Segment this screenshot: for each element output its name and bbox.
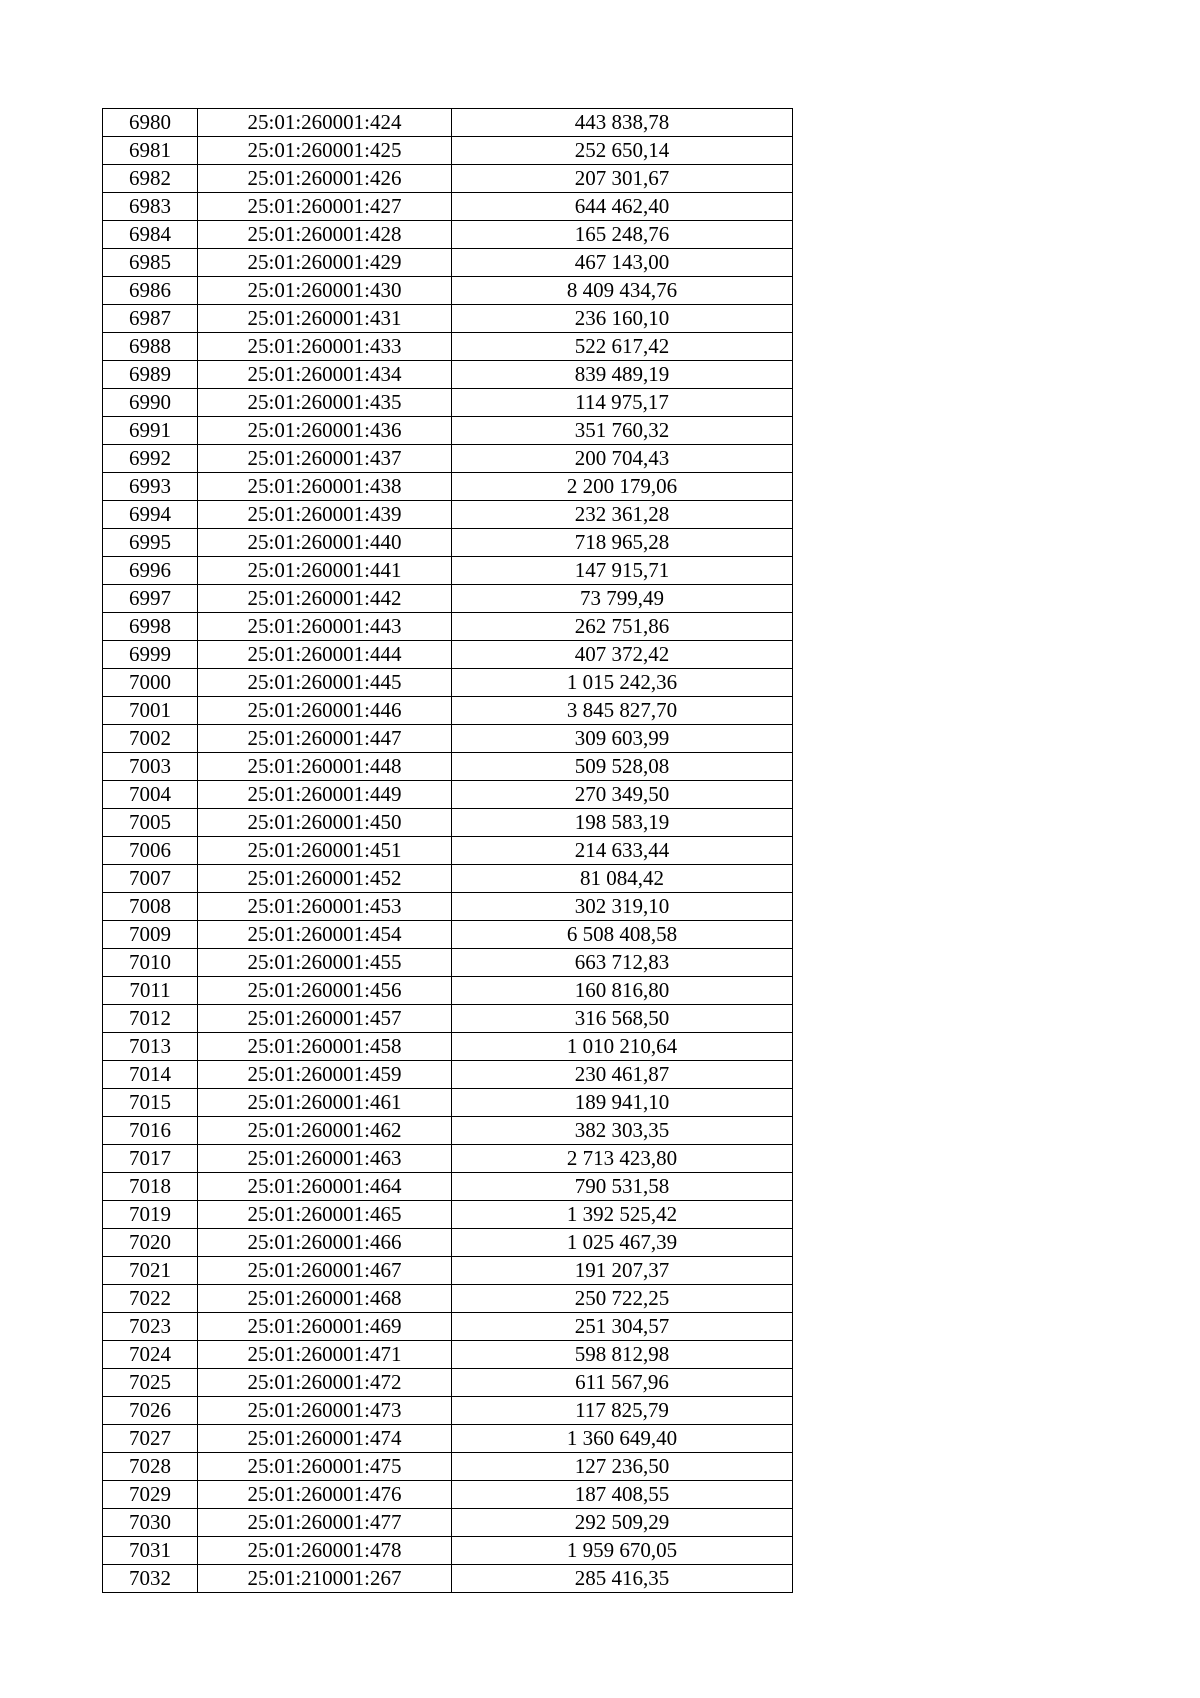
row-number-cell: 7028: [103, 1453, 198, 1481]
cadastral-value-cell: 598 812,98: [452, 1341, 793, 1369]
table-body: [103, 109, 793, 1593]
cadastral-number-cell: 25:01:260001:441: [198, 557, 452, 585]
row-number-cell: 6995: [103, 529, 198, 557]
cadastral-value-cell: 236 160,10: [452, 305, 793, 333]
table-row: [103, 1033, 793, 1061]
cadastral-value-cell: 1 360 649,40: [452, 1425, 793, 1453]
row-number-cell: 6997: [103, 585, 198, 613]
table-row: [103, 473, 793, 501]
cadastral-value-cell: 127 236,50: [452, 1453, 793, 1481]
cadastral-value-table: [102, 108, 793, 1593]
table-row: [103, 1313, 793, 1341]
row-number-cell: 7020: [103, 1229, 198, 1257]
table-row: [103, 1397, 793, 1425]
row-number-cell: 6992: [103, 445, 198, 473]
cadastral-value-cell: 407 372,42: [452, 641, 793, 669]
cadastral-number-cell: 25:01:260001:437: [198, 445, 452, 473]
table-row: [103, 585, 793, 613]
cadastral-number-cell: 25:01:260001:447: [198, 725, 452, 753]
table-row: [103, 109, 793, 137]
table-row: [103, 1565, 793, 1593]
cadastral-value-cell: 191 207,37: [452, 1257, 793, 1285]
table-row: [103, 221, 793, 249]
cadastral-number-cell: 25:01:260001:462: [198, 1117, 452, 1145]
cadastral-number-cell: 25:01:260001:429: [198, 249, 452, 277]
row-number-cell: 7031: [103, 1537, 198, 1565]
table-row: [103, 333, 793, 361]
row-number-cell: 7004: [103, 781, 198, 809]
table-row: [103, 865, 793, 893]
row-number-cell: 6981: [103, 137, 198, 165]
table-row: [103, 1089, 793, 1117]
table-row: [103, 1369, 793, 1397]
table-row: [103, 445, 793, 473]
cadastral-number-cell: 25:01:260001:425: [198, 137, 452, 165]
cadastral-value-cell: 611 567,96: [452, 1369, 793, 1397]
cadastral-value-cell: 187 408,55: [452, 1481, 793, 1509]
cadastral-value-cell: 3 845 827,70: [452, 697, 793, 725]
cadastral-value-cell: 443 838,78: [452, 109, 793, 137]
table-row: [103, 1229, 793, 1257]
cadastral-number-cell: 25:01:260001:442: [198, 585, 452, 613]
table-row: [103, 1453, 793, 1481]
row-number-cell: 7018: [103, 1173, 198, 1201]
cadastral-number-cell: 25:01:260001:424: [198, 109, 452, 137]
cadastral-number-cell: 25:01:260001:476: [198, 1481, 452, 1509]
table-row: [103, 641, 793, 669]
cadastral-number-cell: 25:01:260001:459: [198, 1061, 452, 1089]
cadastral-value-cell: 117 825,79: [452, 1397, 793, 1425]
row-number-cell: 7006: [103, 837, 198, 865]
table-row: [103, 1173, 793, 1201]
row-number-cell: 7001: [103, 697, 198, 725]
cadastral-value-cell: 644 462,40: [452, 193, 793, 221]
row-number-cell: 7019: [103, 1201, 198, 1229]
table-row: [103, 809, 793, 837]
cadastral-number-cell: 25:01:260001:451: [198, 837, 452, 865]
cadastral-number-cell: 25:01:260001:426: [198, 165, 452, 193]
row-number-cell: 7026: [103, 1397, 198, 1425]
row-number-cell: 7002: [103, 725, 198, 753]
table-row: [103, 697, 793, 725]
row-number-cell: 7010: [103, 949, 198, 977]
cadastral-number-cell: 25:01:260001:434: [198, 361, 452, 389]
cadastral-value-cell: 198 583,19: [452, 809, 793, 837]
cadastral-number-cell: 25:01:260001:448: [198, 753, 452, 781]
table-row: [103, 837, 793, 865]
table-row: [103, 725, 793, 753]
row-number-cell: 7017: [103, 1145, 198, 1173]
cadastral-value-cell: 207 301,67: [452, 165, 793, 193]
row-number-cell: 6994: [103, 501, 198, 529]
cadastral-value-cell: 522 617,42: [452, 333, 793, 361]
row-number-cell: 7022: [103, 1285, 198, 1313]
cadastral-number-cell: 25:01:260001:475: [198, 1453, 452, 1481]
table-row: [103, 137, 793, 165]
cadastral-value-cell: 663 712,83: [452, 949, 793, 977]
row-number-cell: 7007: [103, 865, 198, 893]
cadastral-value-cell: 214 633,44: [452, 837, 793, 865]
table-row: [103, 1145, 793, 1173]
cadastral-value-cell: 1 025 467,39: [452, 1229, 793, 1257]
cadastral-number-cell: 25:01:210001:267: [198, 1565, 452, 1593]
row-number-cell: 6999: [103, 641, 198, 669]
cadastral-value-cell: 230 461,87: [452, 1061, 793, 1089]
row-number-cell: 7023: [103, 1313, 198, 1341]
cadastral-number-cell: 25:01:260001:449: [198, 781, 452, 809]
row-number-cell: 7021: [103, 1257, 198, 1285]
cadastral-value-cell: 351 760,32: [452, 417, 793, 445]
cadastral-number-cell: 25:01:260001:474: [198, 1425, 452, 1453]
row-number-cell: 7013: [103, 1033, 198, 1061]
table-row: [103, 193, 793, 221]
table-row: [103, 529, 793, 557]
cadastral-value-cell: 6 508 408,58: [452, 921, 793, 949]
row-number-cell: 7032: [103, 1565, 198, 1593]
table-row: [103, 277, 793, 305]
cadastral-value-cell: 467 143,00: [452, 249, 793, 277]
cadastral-number-cell: 25:01:260001:473: [198, 1397, 452, 1425]
cadastral-value-cell: 302 319,10: [452, 893, 793, 921]
row-number-cell: 7029: [103, 1481, 198, 1509]
cadastral-number-cell: 25:01:260001:431: [198, 305, 452, 333]
table-row: [103, 1285, 793, 1313]
cadastral-number-cell: 25:01:260001:457: [198, 1005, 452, 1033]
cadastral-value-cell: 114 975,17: [452, 389, 793, 417]
row-number-cell: 6985: [103, 249, 198, 277]
row-number-cell: 6980: [103, 109, 198, 137]
table-row: [103, 921, 793, 949]
row-number-cell: 7030: [103, 1509, 198, 1537]
row-number-cell: 7003: [103, 753, 198, 781]
cadastral-value-cell: 251 304,57: [452, 1313, 793, 1341]
cadastral-number-cell: 25:01:260001:466: [198, 1229, 452, 1257]
row-number-cell: 6998: [103, 613, 198, 641]
row-number-cell: 6988: [103, 333, 198, 361]
cadastral-value-cell: 1 959 670,05: [452, 1537, 793, 1565]
table-row: [103, 1481, 793, 1509]
cadastral-value-cell: 1 392 525,42: [452, 1201, 793, 1229]
cadastral-value-cell: 839 489,19: [452, 361, 793, 389]
table-row: [103, 249, 793, 277]
cadastral-number-cell: 25:01:260001:471: [198, 1341, 452, 1369]
cadastral-number-cell: 25:01:260001:464: [198, 1173, 452, 1201]
cadastral-number-cell: 25:01:260001:427: [198, 193, 452, 221]
table-row: [103, 305, 793, 333]
table-row: [103, 949, 793, 977]
table-row: [103, 557, 793, 585]
cadastral-value-cell: 285 416,35: [452, 1565, 793, 1593]
cadastral-number-cell: 25:01:260001:478: [198, 1537, 452, 1565]
row-number-cell: 7014: [103, 1061, 198, 1089]
cadastral-value-cell: 309 603,99: [452, 725, 793, 753]
row-number-cell: 6990: [103, 389, 198, 417]
table-row: [103, 417, 793, 445]
cadastral-value-cell: 790 531,58: [452, 1173, 793, 1201]
cadastral-number-cell: 25:01:260001:465: [198, 1201, 452, 1229]
table-row: [103, 1117, 793, 1145]
cadastral-value-cell: 189 941,10: [452, 1089, 793, 1117]
row-number-cell: 7011: [103, 977, 198, 1005]
cadastral-number-cell: 25:01:260001:469: [198, 1313, 452, 1341]
cadastral-number-cell: 25:01:260001:454: [198, 921, 452, 949]
cadastral-value-cell: 73 799,49: [452, 585, 793, 613]
table-row: [103, 1201, 793, 1229]
cadastral-value-cell: 232 361,28: [452, 501, 793, 529]
table-row: [103, 165, 793, 193]
cadastral-value-cell: 160 816,80: [452, 977, 793, 1005]
cadastral-value-cell: 509 528,08: [452, 753, 793, 781]
cadastral-number-cell: 25:01:260001:461: [198, 1089, 452, 1117]
cadastral-number-cell: 25:01:260001:430: [198, 277, 452, 305]
cadastral-value-cell: 316 568,50: [452, 1005, 793, 1033]
cadastral-value-cell: 382 303,35: [452, 1117, 793, 1145]
row-number-cell: 7024: [103, 1341, 198, 1369]
table-row: [103, 669, 793, 697]
cadastral-number-cell: 25:01:260001:468: [198, 1285, 452, 1313]
row-number-cell: 7016: [103, 1117, 198, 1145]
row-number-cell: 6982: [103, 165, 198, 193]
cadastral-value-cell: 1 010 210,64: [452, 1033, 793, 1061]
table-row: [103, 977, 793, 1005]
table-row: [103, 1509, 793, 1537]
cadastral-value-cell: 252 650,14: [452, 137, 793, 165]
cadastral-number-cell: 25:01:260001:456: [198, 977, 452, 1005]
cadastral-number-cell: 25:01:260001:438: [198, 473, 452, 501]
row-number-cell: 7025: [103, 1369, 198, 1397]
table-row: [103, 389, 793, 417]
row-number-cell: 6984: [103, 221, 198, 249]
row-number-cell: 6989: [103, 361, 198, 389]
cadastral-number-cell: 25:01:260001:428: [198, 221, 452, 249]
row-number-cell: 7005: [103, 809, 198, 837]
cadastral-number-cell: 25:01:260001:453: [198, 893, 452, 921]
table-row: [103, 361, 793, 389]
row-number-cell: 6983: [103, 193, 198, 221]
cadastral-number-cell: 25:01:260001:463: [198, 1145, 452, 1173]
row-number-cell: 6986: [103, 277, 198, 305]
table-row: [103, 753, 793, 781]
table-row: [103, 1341, 793, 1369]
cadastral-number-cell: 25:01:260001:436: [198, 417, 452, 445]
cadastral-value-cell: 8 409 434,76: [452, 277, 793, 305]
row-number-cell: 7015: [103, 1089, 198, 1117]
row-number-cell: 6987: [103, 305, 198, 333]
table-row: [103, 1425, 793, 1453]
cadastral-number-cell: 25:01:260001:477: [198, 1509, 452, 1537]
cadastral-value-cell: 718 965,28: [452, 529, 793, 557]
cadastral-number-cell: 25:01:260001:467: [198, 1257, 452, 1285]
cadastral-number-cell: 25:01:260001:440: [198, 529, 452, 557]
cadastral-number-cell: 25:01:260001:450: [198, 809, 452, 837]
row-number-cell: 7012: [103, 1005, 198, 1033]
cadastral-number-cell: 25:01:260001:452: [198, 865, 452, 893]
cadastral-number-cell: 25:01:260001:458: [198, 1033, 452, 1061]
table-row: [103, 781, 793, 809]
cadastral-number-cell: 25:01:260001:446: [198, 697, 452, 725]
cadastral-value-cell: 81 084,42: [452, 865, 793, 893]
row-number-cell: 7009: [103, 921, 198, 949]
cadastral-value-cell: 200 704,43: [452, 445, 793, 473]
cadastral-value-cell: 1 015 242,36: [452, 669, 793, 697]
cadastral-value-cell: 147 915,71: [452, 557, 793, 585]
cadastral-value-cell: 165 248,76: [452, 221, 793, 249]
table-row: [103, 1257, 793, 1285]
row-number-cell: 6996: [103, 557, 198, 585]
cadastral-number-cell: 25:01:260001:445: [198, 669, 452, 697]
cadastral-number-cell: 25:01:260001:433: [198, 333, 452, 361]
table-row: [103, 893, 793, 921]
table-row: [103, 613, 793, 641]
cadastral-value-cell: 262 751,86: [452, 613, 793, 641]
cadastral-number-cell: 25:01:260001:443: [198, 613, 452, 641]
cadastral-number-cell: 25:01:260001:435: [198, 389, 452, 417]
row-number-cell: 7000: [103, 669, 198, 697]
table-row: [103, 1061, 793, 1089]
row-number-cell: 7027: [103, 1425, 198, 1453]
row-number-cell: 6993: [103, 473, 198, 501]
cadastral-number-cell: 25:01:260001:444: [198, 641, 452, 669]
table-row: [103, 1005, 793, 1033]
row-number-cell: 7008: [103, 893, 198, 921]
cadastral-number-cell: 25:01:260001:439: [198, 501, 452, 529]
table-row: [103, 1537, 793, 1565]
cadastral-value-cell: 250 722,25: [452, 1285, 793, 1313]
cadastral-number-cell: 25:01:260001:455: [198, 949, 452, 977]
cadastral-value-cell: 292 509,29: [452, 1509, 793, 1537]
cadastral-value-cell: 270 349,50: [452, 781, 793, 809]
row-number-cell: 6991: [103, 417, 198, 445]
cadastral-number-cell: 25:01:260001:472: [198, 1369, 452, 1397]
table-row: [103, 501, 793, 529]
cadastral-value-cell: 2 200 179,06: [452, 473, 793, 501]
cadastral-value-cell: 2 713 423,80: [452, 1145, 793, 1173]
